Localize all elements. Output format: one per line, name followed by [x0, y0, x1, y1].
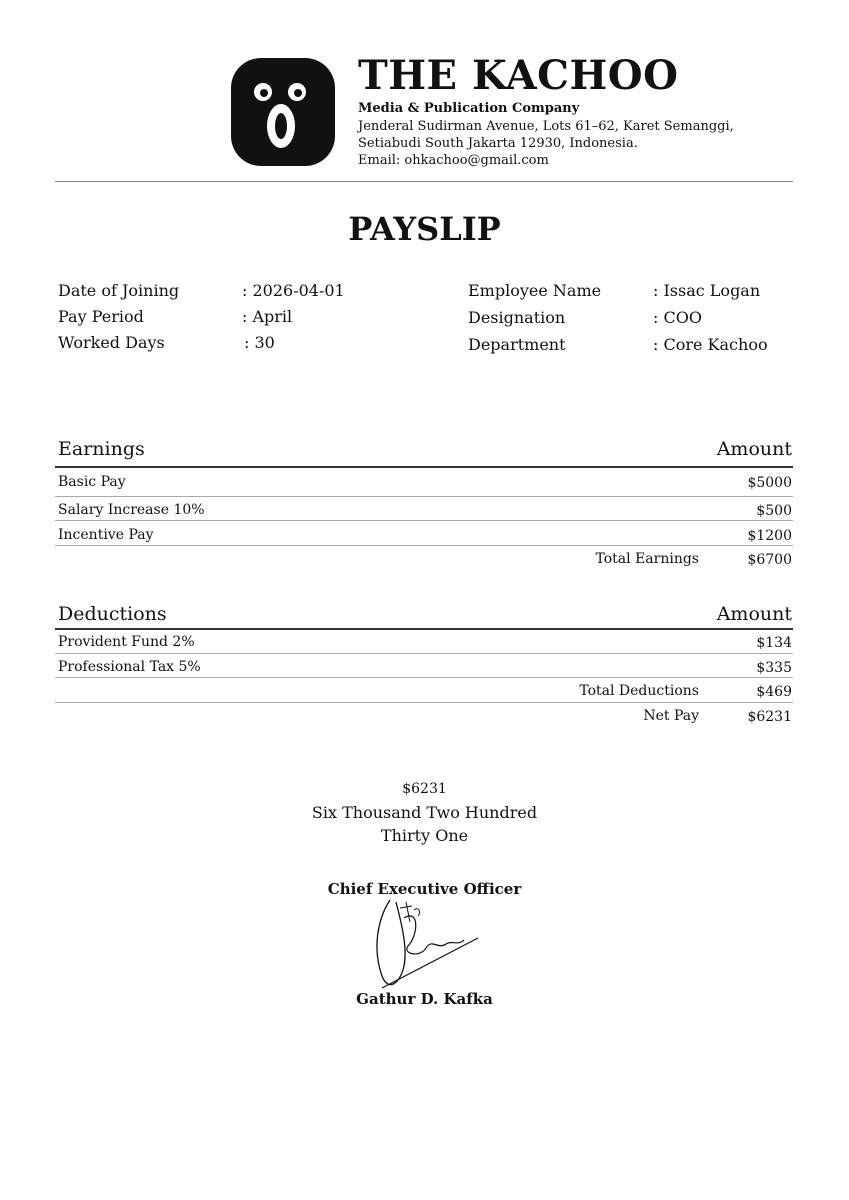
earnings-row-label: Basic Pay — [58, 474, 126, 490]
deductions-row-amount: $335 — [756, 660, 792, 676]
total-deductions-amount: $469 — [756, 684, 792, 700]
company-logo — [231, 58, 335, 166]
designation-label: Designation — [468, 308, 566, 327]
earnings-row-amount: $1200 — [747, 528, 792, 544]
signatory-title: Chief Executive Officer — [327, 880, 522, 898]
total-earnings-amount: $6700 — [747, 552, 792, 568]
department-label: Department — [468, 335, 566, 354]
row-divider — [55, 702, 793, 703]
earnings-row-label: Salary Increase 10% — [58, 502, 205, 518]
deductions-amount-heading: Amount — [716, 603, 792, 625]
company-address-line1: Jenderal Sudirman Avenue, Lots 61–62, Karet Semanggi, — [358, 119, 734, 134]
signatory-name: Gathur D. Kafka — [356, 990, 493, 1008]
date-of-joining-value: : 2026-04-01 — [242, 281, 345, 300]
earnings-row-amount: $500 — [756, 503, 792, 519]
row-divider — [55, 520, 793, 521]
deductions-header-divider — [55, 628, 793, 630]
net-pay-label: Net Pay — [643, 708, 699, 724]
date-of-joining-label: Date of Joining — [58, 281, 180, 300]
earnings-amount-heading: Amount — [716, 438, 792, 460]
row-divider — [55, 653, 793, 654]
deductions-heading: Deductions — [58, 603, 167, 625]
earnings-row-amount: $5000 — [747, 475, 792, 491]
company-address-line2: Setiabudi South Jakarta 12930, Indonesia. — [358, 136, 638, 151]
net-pay-words-line2: Thirty One — [380, 826, 469, 845]
employee-name-value: : Issac Logan — [653, 281, 761, 300]
pay-period-label: Pay Period — [58, 307, 144, 326]
worked-days-value: : 30 — [244, 333, 275, 352]
row-divider — [55, 496, 793, 497]
worked-days-label: Worked Days — [58, 333, 165, 352]
company-name: THE KACHOO — [358, 52, 679, 99]
header-divider — [55, 181, 793, 182]
net-pay-words-line1: Six Thousand Two Hundred — [311, 803, 538, 822]
net-pay-summary-amount: $6231 — [402, 781, 447, 797]
deductions-row-amount: $134 — [756, 635, 792, 651]
department-value: : Core Kachoo — [653, 335, 768, 354]
pay-period-value: : April — [242, 307, 293, 326]
company-email: Email: ohkachoo@gmail.com — [358, 153, 549, 168]
earnings-heading: Earnings — [58, 438, 145, 460]
employee-name-label: Employee Name — [468, 281, 602, 300]
earnings-header-divider — [55, 466, 793, 468]
page-title: PAYSLIP — [348, 210, 501, 248]
row-divider — [55, 545, 793, 546]
designation-value: : COO — [653, 308, 702, 327]
signature-image — [360, 888, 485, 998]
deductions-row-label: Provident Fund 2% — [58, 634, 195, 650]
net-pay-amount: $6231 — [747, 709, 792, 725]
company-tagline: Media & Publication Company — [358, 101, 580, 116]
deductions-row-label: Professional Tax 5% — [58, 659, 201, 675]
total-deductions-label: Total Deductions — [579, 683, 699, 699]
total-earnings-label: Total Earnings — [595, 551, 699, 567]
row-divider — [55, 677, 793, 678]
earnings-row-label: Incentive Pay — [58, 527, 154, 543]
